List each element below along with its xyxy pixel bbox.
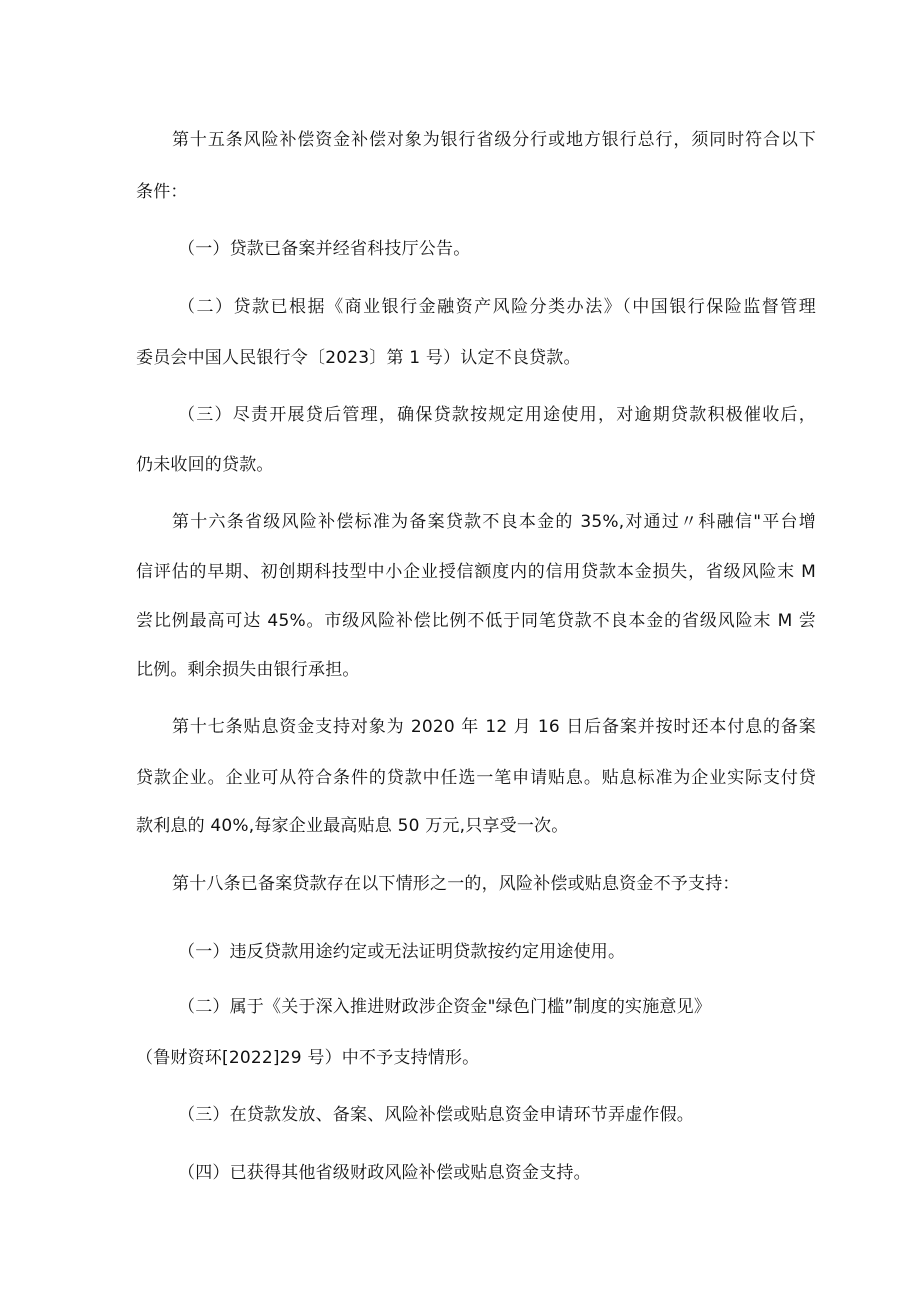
paragraph-line: （一）违反贷款用途约定或无法证明贷款按约定用途使用。 bbox=[178, 942, 626, 962]
paragraph-line: 款利息的 40%,每家企业最高贴息 50 万元,只享受一次。 bbox=[136, 816, 569, 836]
paragraph-line: （三）在贷款发放、备案、风险补偿或贴息资金申请环节弄虚作假。 bbox=[178, 1105, 694, 1125]
paragraph-line: （一）贷款已备案并经省科技厅公告。 bbox=[178, 239, 471, 259]
paragraph-line: （二）属于《关于深入推进财政涉企资金"绿色门槛”制度的实施意见》 bbox=[178, 997, 712, 1017]
paragraph-line: 第十五条风险补偿资金补偿对象为银行省级分行或地方银行总行，须同时符合以下 bbox=[172, 130, 816, 150]
paragraph-line: （四）已获得其他省级财政风险补偿或贴息资金支持。 bbox=[178, 1163, 591, 1183]
paragraph-line: 第十八条已备案贷款存在以下情形之一的，风险补偿或贴息资金不予支持： bbox=[172, 874, 740, 894]
paragraph-line: （鲁财资环[2022]29 号）中不予支持情形。 bbox=[136, 1048, 480, 1068]
paragraph-line: 尝比例最高可达 45%。市级风险补偿比例不低于同笔贷款不良本金的省级风险末 M 尝 bbox=[136, 611, 816, 631]
paragraph-line: 第十七条贴息资金支持对象为 2020 年 12 月 16 日后备案并按时还本付息的备案 bbox=[172, 717, 816, 737]
paragraph-line: 贷款企业。企业可从符合条件的贷款中任选一笔申请贴息。贴息标准为企业实际支付贷 bbox=[136, 768, 816, 788]
paragraph-line: 仍未收回的贷款。 bbox=[136, 455, 274, 475]
paragraph-line: 委员会中国人民银行令〔2023〕第 1 号）认定不良贷款。 bbox=[136, 348, 581, 368]
paragraph-line: 条件： bbox=[136, 182, 188, 202]
paragraph-line: （二）贷款已根据《商业银行金融资产风险分类办法》（中国银行保险监督管理 bbox=[178, 297, 816, 317]
paragraph-line: 信评估的早期、初创期科技型中小企业授信额度内的信用贷款本金损失，省级风险末 M bbox=[136, 562, 816, 582]
paragraph-line: （三）尽责开展贷后管理，确保贷款按规定用途使用，对逾期贷款积极催收后， bbox=[178, 405, 816, 425]
paragraph-line: 第十六条省级风险补偿标准为备案贷款不良本金的 35%,对通过〃科融信"平台增 bbox=[172, 512, 816, 532]
paragraph-line: 比例。剩余损失由银行承担。 bbox=[136, 660, 360, 680]
